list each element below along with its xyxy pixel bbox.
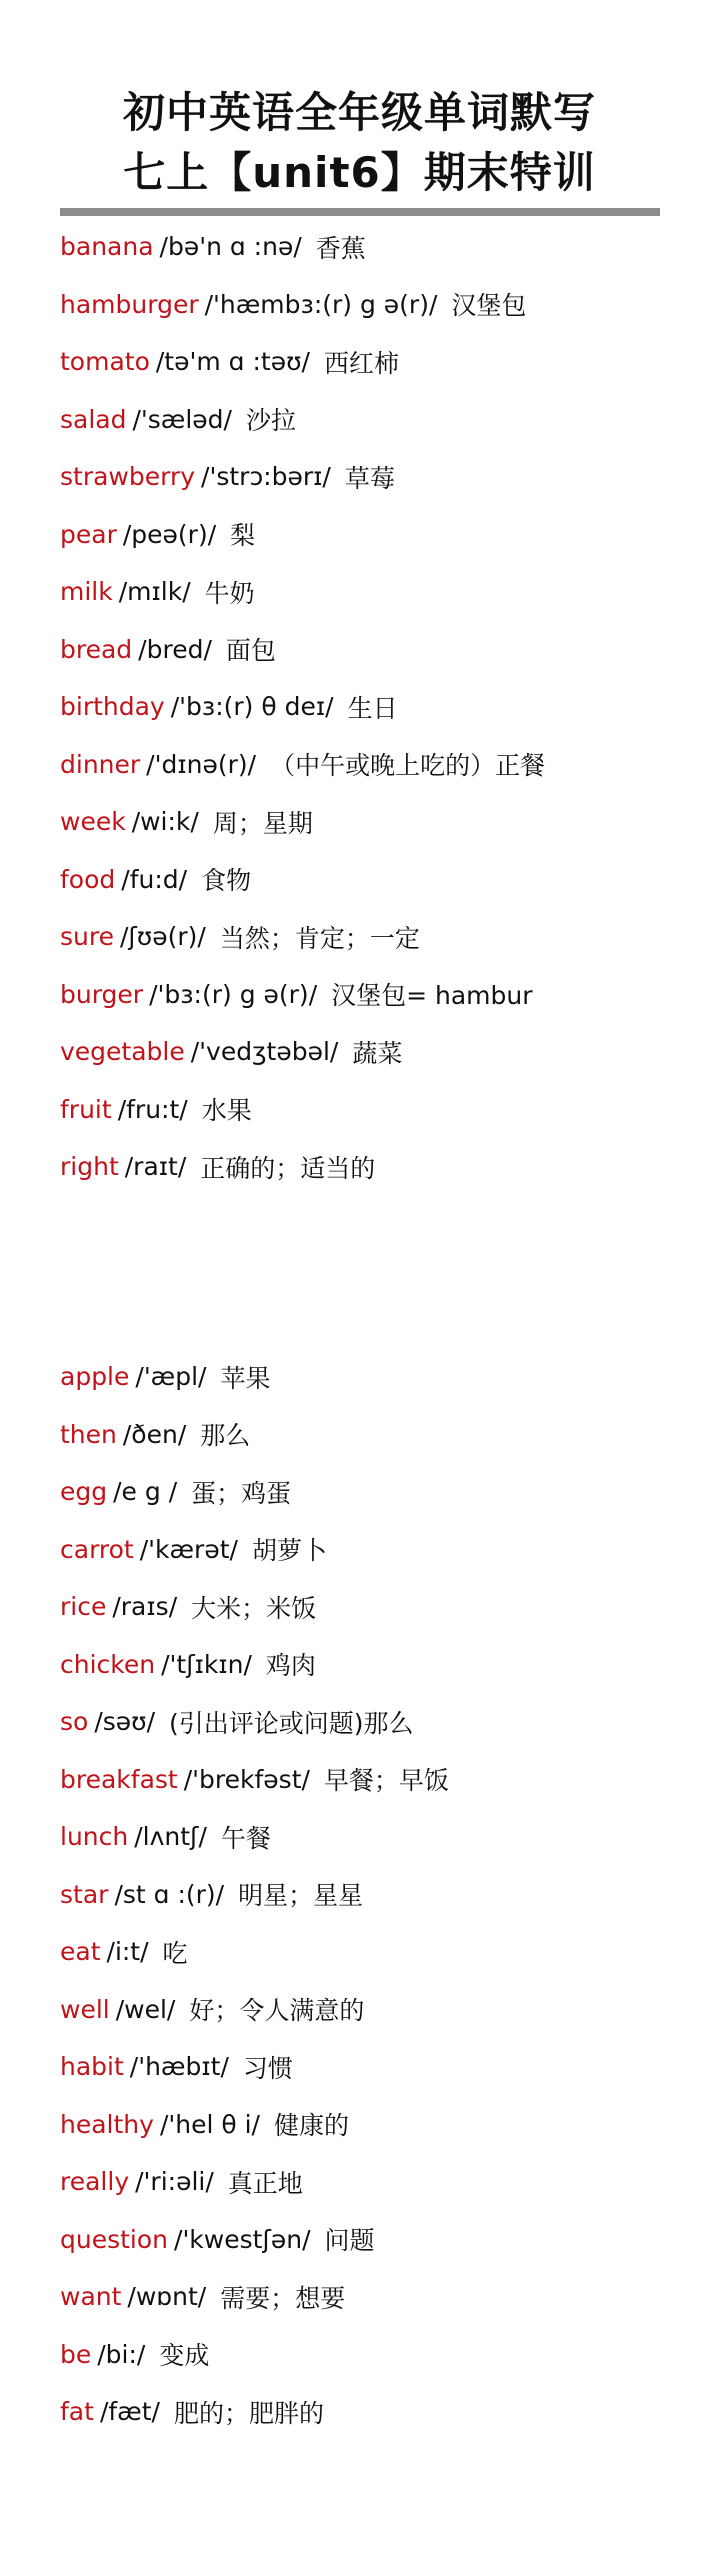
vocab-phonetic: /'ri:əli/ [135,2167,214,2197]
vocab-row [60,2211,700,2269]
vocab-row [60,2153,700,2211]
vocab-word: then [60,1419,117,1449]
vocab-word: bread [60,634,133,664]
vocab-word: strawberry [60,462,196,492]
vocab-phonetic: /ʃʊə(r)/ [119,922,206,952]
vocab-meaning: 那么 [200,1421,251,1451]
vocab-meaning: 汉堡包 [451,291,527,321]
vocab-meaning: 明星；星星 [238,1881,364,1911]
vocab-phonetic: /'hel θ i/ [159,2109,260,2139]
vocab-word: well [60,1994,110,2024]
vocab-row [60,1521,700,1579]
vocab-row [60,391,700,449]
vocab-row [60,276,700,334]
vocab-word: be [60,2339,92,2369]
vocab-meaning: 沙拉 [245,406,296,436]
vocab-phonetic: /'kærət/ [139,1534,238,1564]
vocab-meaning: 梨 [230,521,256,551]
vocab-row [60,2038,700,2096]
vocab-row [60,2096,700,2154]
vocab-row [60,1636,700,1694]
vocab-word: hamburger [60,289,199,319]
vocab-word: egg [60,1477,108,1507]
vocab-row [60,563,700,621]
vocab-meaning: 午餐 [220,1823,271,1853]
vocab-list-group-1 [60,218,700,1196]
vocab-meaning: 水果 [201,1096,252,1126]
vocab-row [60,1751,700,1809]
vocab-meaning: 变成 [159,2341,210,2371]
vocab-row [60,966,700,1024]
vocab-phonetic: /'kwestʃən/ [174,2224,311,2254]
vocab-word: question [60,2224,169,2254]
vocab-meaning: 汉堡包= hambur [331,981,533,1011]
vocab-row [60,1578,700,1636]
vocab-word: rice [60,1592,107,1622]
vocab-meaning: 西红柿 [323,348,399,378]
vocab-row [60,1981,700,2039]
vocab-phonetic: /bred/ [138,634,212,664]
vocab-row [60,1081,700,1139]
vocab-phonetic: /fæt/ [99,2397,160,2427]
vocab-word: milk [60,577,113,607]
vocab-list-group-2 [60,1348,700,2441]
page-title: 初中英语全年级单词默写 [122,88,596,137]
vocab-meaning: 蔬菜 [352,1038,403,1068]
vocab-word: breakfast [60,1764,178,1794]
vocab-meaning: 面包 [225,636,276,666]
vocab-phonetic: /wel/ [115,1994,176,2024]
vocab-row [60,506,700,564]
vocab-word: dinner [60,749,141,779]
vocab-phonetic: /'æpl/ [135,1362,207,1392]
vocab-word: food [60,864,116,894]
vocab-meaning: 当然；肯定；一定 [219,923,420,953]
vocab-phonetic: /mɪlk/ [118,577,191,607]
vocab-word: habit [60,2052,124,2082]
vocab-meaning: 草莓 [344,463,395,493]
vocab-phonetic: /bə'n ɑ :nə/ [159,232,302,262]
vocab-word: eat [60,1937,101,1967]
vocab-phonetic: /wi:k/ [131,807,199,837]
vocab-phonetic: /e g / [113,1477,178,1507]
vocab-phonetic: /'hæbɪt/ [129,2052,229,2082]
vocab-phonetic: /wɒnt/ [127,2282,207,2312]
vocab-phonetic: /'dɪnə(r)/ [146,749,257,779]
vocab-meaning: 肥的；肥胖的 [173,2398,324,2428]
vocab-meaning: 牛奶 [204,578,255,608]
vocab-row [60,908,700,966]
vocab-meaning: 早餐；早饭 [323,1766,449,1796]
vocab-word: banana [60,232,154,262]
vocab-phonetic: /'hæmbɜ:(r) g ə(r)/ [204,289,438,319]
vocab-meaning: 香蕉 [315,233,366,263]
vocab-phonetic: /i:t/ [106,1937,149,1967]
vocab-word: week [60,807,126,837]
page-subtitle: 七上【unit6】期末特训 [123,148,596,197]
vocab-row [60,1866,700,1924]
vocab-word: carrot [60,1534,134,1564]
vocab-word: really [60,2167,130,2197]
vocab-word: right [60,1152,119,1182]
vocab-phonetic: /ðen/ [122,1419,187,1449]
vocab-word: apple [60,1362,130,1392]
vocab-row [60,1463,700,1521]
vocab-word: want [60,2282,122,2312]
vocab-row [60,1808,700,1866]
vocab-meaning: 大米；米饭 [191,1593,317,1623]
vocab-meaning: 鸡肉 [265,1651,316,1681]
vocab-row [60,1923,700,1981]
vocab-meaning: 蛋；鸡蛋 [191,1478,292,1508]
vocab-word: tomato [60,347,150,377]
vocab-meaning: （中午或晚上吃的）正餐 [270,751,546,781]
vocab-word: burger [60,979,144,1009]
vocab-meaning: 真正地 [227,2168,303,2198]
vocab-row [60,1138,700,1196]
vocab-word: salad [60,404,127,434]
vocab-word: vegetable [60,1037,185,1067]
vocab-word: lunch [60,1822,129,1852]
vocab-phonetic: /raɪt/ [124,1152,187,1182]
vocab-phonetic: /'tʃɪkɪn/ [161,1649,252,1679]
vocab-row [60,448,700,506]
vocab-meaning: 习惯 [242,2053,293,2083]
vocab-meaning: 正确的；适当的 [200,1153,376,1183]
vocab-word: so [60,1707,89,1737]
vocab-meaning: 健康的 [273,2111,349,2141]
vocab-phonetic: /st ɑ :(r)/ [114,1879,225,1909]
vocab-meaning: 苹果 [220,1363,271,1393]
vocab-meaning: 需要；想要 [220,2283,346,2313]
vocab-word: healthy [60,2109,154,2139]
vocab-word: chicken [60,1649,156,1679]
vocab-phonetic: /'vedʒtəbəl/ [190,1037,339,1067]
vocab-row [60,218,700,276]
vocab-row [60,333,700,391]
vocab-phonetic: /tə'm ɑ :təʊ/ [155,347,310,377]
vocab-meaning: (引出评论或问题)那么 [169,1708,414,1738]
vocab-row [60,851,700,909]
vocab-meaning: 问题 [324,2226,375,2256]
vocab-phonetic: /'strɔ:bərɪ/ [201,462,331,492]
vocab-meaning: 食物 [201,866,252,896]
vocab-phonetic: /fu:d/ [121,864,188,894]
vocab-phonetic: /lʌntʃ/ [134,1822,207,1852]
vocab-phonetic: /'bɜ:(r) θ deɪ/ [170,692,334,722]
vocab-phonetic: /bi:/ [97,2339,146,2369]
vocab-row [60,1023,700,1081]
vocab-row [60,793,700,851]
vocab-meaning: 周；星期 [212,808,313,838]
vocab-row [60,1348,700,1406]
title-divider [60,208,660,216]
vocab-word: fruit [60,1094,112,1124]
vocab-word: fat [60,2397,94,2427]
vocab-row [60,1406,700,1464]
vocab-phonetic: /'bɜ:(r) g ə(r)/ [149,979,318,1009]
vocab-row [60,2268,700,2326]
vocab-phonetic: /'brekfəst/ [183,1764,310,1794]
vocab-meaning: 胡萝卜 [251,1536,327,1566]
vocab-word: birthday [60,692,165,722]
vocab-meaning: 生日 [347,693,398,723]
vocab-row [60,1693,700,1751]
vocab-phonetic: /fru:t/ [117,1094,188,1124]
vocab-row [60,621,700,679]
vocab-word: sure [60,922,114,952]
vocab-row [60,736,700,794]
vocab-row [60,2326,700,2384]
vocab-phonetic: /'sæləd/ [132,404,232,434]
vocab-phonetic: /peə(r)/ [122,519,217,549]
vocab-word: star [60,1879,109,1909]
vocab-phonetic: /raɪs/ [112,1592,178,1622]
vocab-row [60,678,700,736]
vocab-meaning: 好；令人满意的 [189,1996,365,2026]
vocab-row [60,2383,700,2441]
vocab-word: pear [60,519,117,549]
vocab-phonetic: /səʊ/ [94,1707,156,1737]
vocab-meaning: 吃 [162,1938,188,1968]
